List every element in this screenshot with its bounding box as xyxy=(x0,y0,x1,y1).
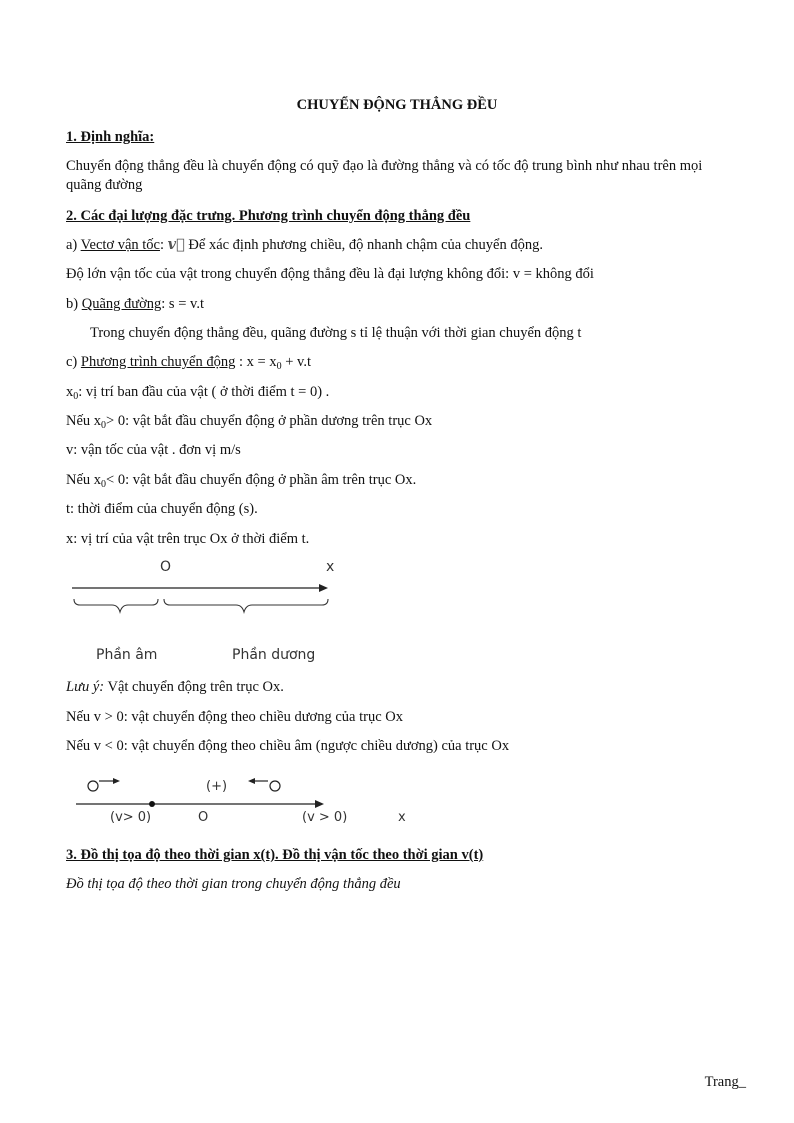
velocity-vector-label: Vectơ vận tốc xyxy=(80,237,160,253)
velocity-direction-figure xyxy=(60,765,420,835)
x-definition: x: vị trí của vật trên trục Ox ở thời điểm t. xyxy=(66,531,310,547)
motion-equation-label: Phương trình chuyển động xyxy=(80,354,236,370)
distance-label: Quãng đường xyxy=(81,296,162,312)
item-a-colon: : xyxy=(159,237,168,253)
x0-negative-text: < 0: vật bắt đầu chuyển động ở phần âm trên trục Ox. xyxy=(106,472,417,488)
speed-constant-line: Độ lớn vận tốc của vật trong chuyển động thẳng đều là đại lượng không đổi: v = không đổi xyxy=(66,266,594,282)
equation-part-b: + v.t xyxy=(281,354,311,370)
equation-subscript: 0 xyxy=(276,361,282,372)
x0-positive-prefix: Nếu x xyxy=(66,413,102,429)
x0-symbol: x xyxy=(66,384,74,400)
figure2-arrowhead xyxy=(315,800,324,808)
positive-part-brace xyxy=(164,599,328,612)
positive-part-label: Phần dương xyxy=(232,647,316,663)
right-velocity-label: (v > 0) xyxy=(302,810,348,825)
left-body-arrowhead xyxy=(113,778,120,784)
note-label: Lưu ý: xyxy=(66,679,105,695)
negative-velocity-line: Nếu v < 0: vật chuyển động theo chiều âm (ngược chiều dương) của trục Ox xyxy=(66,738,510,754)
figure2-axis-label: x xyxy=(398,810,406,825)
figure2-origin-label: O xyxy=(198,810,209,825)
axis-parts-figure xyxy=(60,555,360,670)
x0-negative-prefix: Nếu x xyxy=(66,472,102,488)
right-body-circle xyxy=(270,781,280,791)
x0-positive-line xyxy=(66,412,432,430)
distance-formula: : s = v.t xyxy=(161,296,204,312)
x0-definition xyxy=(66,383,329,401)
velocity-vector-line xyxy=(66,236,543,254)
x0-negative-subscript: 0 xyxy=(101,479,107,490)
section-2-heading: 2. Các đại lượng đặc trưng. Phương trình chuyển động thẳng đều xyxy=(66,208,471,224)
x0-subscript: 0 xyxy=(73,391,79,402)
distance-note: Trong chuyển động thẳng đều, quãng đường s tỉ lệ thuận với thời gian chuyển động t xyxy=(90,325,582,341)
note-line xyxy=(66,678,284,696)
page-footer: Trang_ xyxy=(704,1074,746,1090)
negative-part-label: Phần âm xyxy=(96,647,158,663)
item-b-prefix: b) xyxy=(66,296,82,312)
definition-paragraph: Chuyển động thẳng đều là chuyển động có quỹ đạo là đường thẳng và có tốc độ trung bình như nhau trên mọi quãng đường xyxy=(66,158,703,193)
distance-line xyxy=(66,295,204,313)
item-c-prefix: c) xyxy=(66,354,81,370)
item-a-prefix: a) xyxy=(66,237,81,253)
start-point-dot xyxy=(149,801,155,807)
page-title: CHUYỂN ĐỘNG THẲNG ĐỀU xyxy=(296,97,498,113)
left-velocity-label: (v> 0) xyxy=(110,810,152,825)
positive-velocity-line: Nếu v > 0: vật chuyển động theo chiều dương của trục Ox xyxy=(66,709,403,725)
note-text: Vật chuyển động trên trục Ox. xyxy=(104,679,284,695)
section-3-heading: 3. Đồ thị tọa độ theo thời gian x(t). Đồ thị vận tốc theo thời gian v(t) xyxy=(66,847,484,863)
negative-part-brace xyxy=(74,599,158,612)
x0-positive-subscript: 0 xyxy=(101,420,107,431)
x0-positive-text: > 0: vật bắt đầu chuyển động ở phần dương trên trục Ox xyxy=(106,413,433,429)
figure1-axis-label: x xyxy=(326,559,335,575)
x0-text: : vị trí ban đầu của vật ( ở thời điểm t = 0) . xyxy=(78,384,330,400)
section-3-subheading: Đồ thị tọa độ theo thời gian trong chuyển động thẳng đều xyxy=(66,876,401,892)
section-1-heading: 1. Định nghĩa: xyxy=(66,129,155,145)
figure1-arrowhead xyxy=(319,584,328,592)
v-definition: v: vận tốc của vật . đơn vị m/s xyxy=(66,442,241,458)
x0-negative-line xyxy=(66,471,416,489)
t-definition: t: thời điểm của chuyển động (s). xyxy=(66,501,258,517)
left-body-circle xyxy=(88,781,98,791)
velocity-vector-text: Để xác định phương chiều, độ nhanh chậm của chuyển động. xyxy=(184,237,543,253)
velocity-vector-symbol: v⃗ xyxy=(167,236,185,253)
motion-equation-line xyxy=(66,353,311,371)
figure1-origin-label: O xyxy=(160,559,172,575)
positive-direction-label: (+) xyxy=(206,779,228,794)
equation-part-a: : x = x xyxy=(235,354,277,370)
